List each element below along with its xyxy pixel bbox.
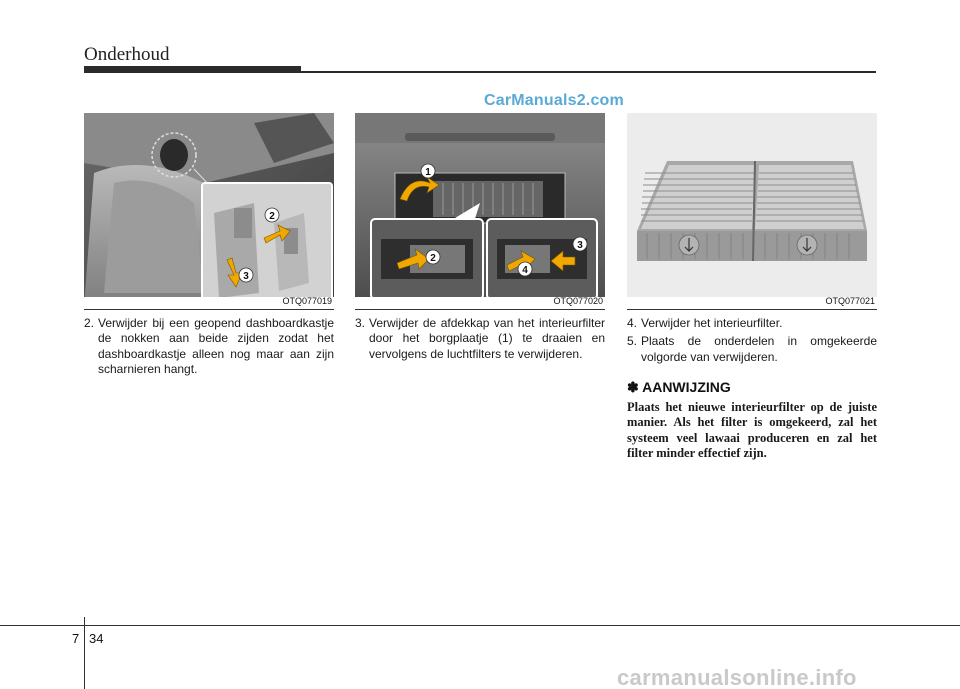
callout-2: 2 (430, 253, 436, 264)
footer-rule (0, 625, 960, 626)
page-number: 34 (89, 631, 104, 646)
step-number: 2. (84, 316, 95, 330)
figure-code: OTQ077019 (282, 296, 332, 306)
section-title: Onderhoud (84, 44, 170, 65)
callout-3: 3 (243, 271, 249, 282)
column-2-text (355, 316, 605, 362)
callout-4: 4 (522, 265, 528, 276)
figure-rule (627, 309, 877, 310)
column-1-text (84, 316, 334, 377)
step-text: Plaats de onderdelen in omgekeerde volgorde van verwijderen. (641, 334, 877, 364)
figure-rule (355, 309, 605, 310)
figure-code: OTQ077021 (825, 296, 875, 306)
callout-1: 1 (425, 167, 431, 178)
chapter-number: 7 (72, 631, 80, 646)
step-number: 4. (627, 316, 638, 330)
note-heading: ✽ AANWIJZING (627, 379, 731, 395)
watermark-bottom: carmanualsonline.info (617, 665, 857, 689)
step-text: Verwijder de afdekkap van het interieurfilter door het borgplaatje (1) te draaien en vervolgens de luchtfilters te verwijderen. (369, 316, 605, 361)
callout-2: 2 (269, 211, 275, 222)
column-3-text (627, 316, 877, 365)
figure-code: OTQ077020 (553, 296, 603, 306)
callout-3: 3 (577, 240, 583, 251)
figure-rule (84, 309, 334, 310)
step-item (627, 334, 877, 365)
note-body: Plaats het nieuwe interieurfilter op de juiste manier. Als het filter is omgekeerd, zal het systeem veel lawaai produceren en zal het filter minder effectief zijn. (627, 400, 877, 461)
figure-filter-cover-photo (355, 113, 605, 307)
step-item (84, 316, 334, 377)
header-rule (84, 71, 876, 73)
step-text: Verwijder bij een geopend dashboardkastje de nokken aan beide zijden zodat het dashboardkastje alleen nog maar aan zijn scharnieren hangt. (98, 316, 334, 376)
watermark-top: CarManuals2.com (484, 92, 624, 109)
figure-cabin-filter-photo (627, 113, 877, 307)
step-number: 3. (355, 316, 366, 330)
step-number: 5. (627, 334, 638, 349)
step-item (627, 316, 877, 331)
footer-divider (84, 617, 85, 689)
figure-glovebox-photo (84, 113, 334, 307)
step-item (355, 316, 605, 362)
step-text: Verwijder het interieurfilter. (641, 316, 783, 330)
